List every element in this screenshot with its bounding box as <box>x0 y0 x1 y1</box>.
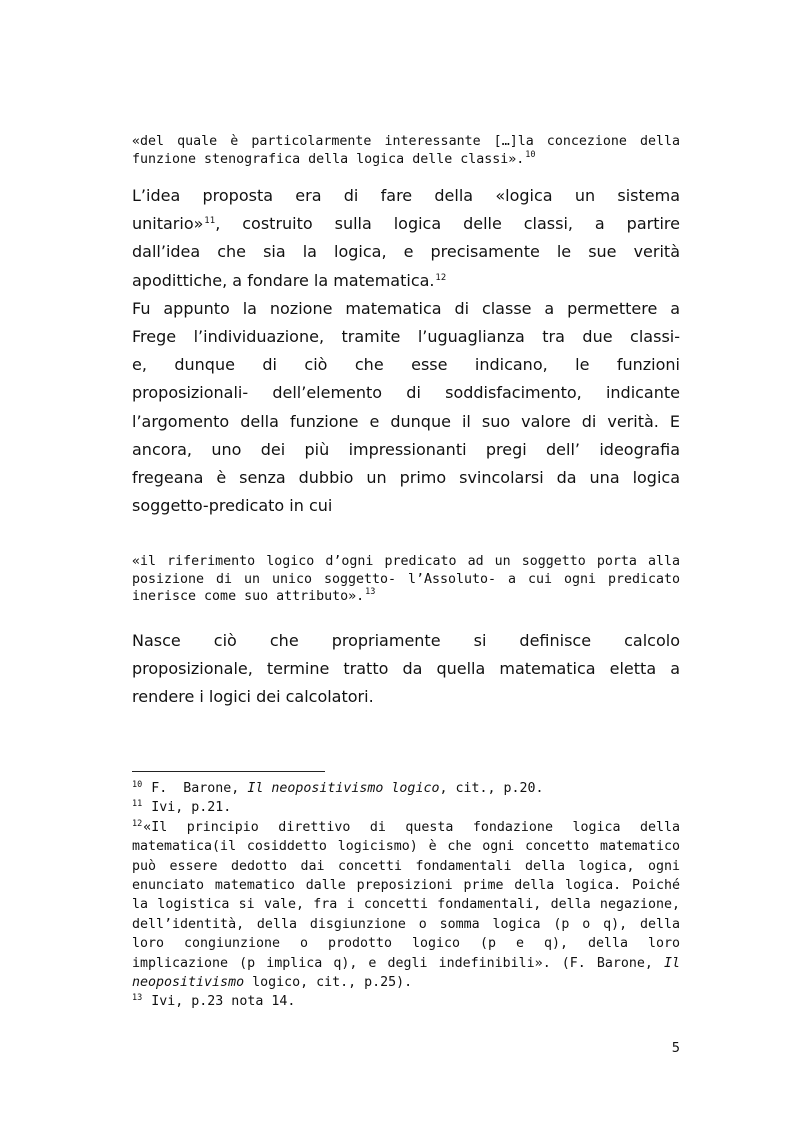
footnote-separator <box>132 771 325 772</box>
book-title: Il neopositivismo logico <box>247 781 440 796</box>
block-quote-2 <box>132 553 680 606</box>
footnote-ref-13[interactable]: 13 <box>365 587 376 597</box>
footnote-number: 13 <box>132 993 143 1004</box>
footnotes <box>132 779 680 1012</box>
paragraph-line: Nasce ciò che propriamente si definisce calcolo <box>132 631 680 650</box>
footnote-11 <box>132 798 680 817</box>
paragraph-line: fregeana è senza dubbio un primo svincolarsi da una logica <box>132 468 680 488</box>
footnote-line: la logistica si vale, fra i concetti fondamentali, della negazione, <box>132 897 680 913</box>
quote-line: «del quale è particolarmente interessante […]la concezione della <box>132 134 680 149</box>
footnote-number: 10 <box>132 780 143 790</box>
paragraph-line: soggetto-predicato in cui <box>132 496 333 516</box>
footnote-text: «Il principio direttivo di questa fondazione logica della <box>143 819 680 835</box>
paragraph-line: Fu appunto la nozione matematica di classe a permettere a <box>132 298 680 318</box>
footnote-ref-12[interactable]: 12 <box>435 272 447 283</box>
page-number: 5 <box>671 1041 680 1056</box>
paragraph-1 <box>132 182 680 520</box>
footnote-10 <box>132 779 680 798</box>
footnote-ref-10[interactable]: 10 <box>525 149 536 160</box>
footnote-ref-11[interactable]: 11 <box>204 216 216 227</box>
text-fragment: apodittiche, a fondare la matematica. <box>132 270 435 290</box>
paragraph-line: Frege l’individuazione, tramite l’uguaglianza tra due classi- <box>132 327 680 347</box>
quote-line: posizione di un unico soggetto- l’Assoluto- a cui ogni predicato <box>132 571 680 587</box>
quote-line <box>132 588 680 606</box>
footnote-text: Ivi, p.23 nota 14. <box>143 994 296 1010</box>
quote-text: inerisce come suo attributo». <box>132 589 365 604</box>
footnote-text: Ivi, p.21. <box>143 800 232 816</box>
paragraph-line: proposizionali- dell’elemento di soddisfacimento, indicante <box>132 383 680 403</box>
quote-line <box>132 151 680 169</box>
paragraph-line: L’idea proposta era di fare della «logica un sistema <box>132 186 680 205</box>
footnote-13 <box>132 992 680 1011</box>
footnote-line: dell’identità, della disgiunzione o somma logica (p o q), della <box>132 916 680 932</box>
footnote-line: enunciato matematico dalle preposizioni prime della logica. Poiché <box>132 878 680 894</box>
footnote-line <box>132 973 680 992</box>
footnote-text: implicazione (p implica q), e degli indefinibili». (F. Barone, <box>132 955 664 971</box>
block-quote-1 <box>132 133 680 168</box>
paragraph-line <box>132 267 680 295</box>
paragraph-line: proposizionale, termine tratto da quella matematica eletta a <box>132 659 680 679</box>
quote-text: funzione stenografica della logica delle classi». <box>132 151 525 167</box>
paragraph-line: rendere i logici dei calcolatori. <box>132 687 374 707</box>
footnote-number: 12 <box>132 818 143 829</box>
footnote-12 <box>132 818 680 837</box>
book-title: Il <box>663 955 680 971</box>
paragraph-line <box>132 210 680 238</box>
text-fragment: unitario» <box>132 214 204 234</box>
footnote-line <box>132 954 680 973</box>
quote-line: «il riferimento logico d’ogni predicato ad un soggetto porta alla <box>132 554 680 569</box>
paragraph-line: ancora, uno dei più impressionanti pregi dell’ ideografia <box>132 439 680 459</box>
footnote-text: , cit., p.20. <box>439 781 544 796</box>
footnote-line: matematica(il cosiddetto logicismo) è che ogni concetto matematico <box>132 839 680 855</box>
book-title: neopositivismo <box>132 975 245 991</box>
paragraph-line: e, dunque di ciò che esse indicano, le funzioni <box>132 355 680 375</box>
footnote-line: può essere dedotto dai concetti fondamentali della logica, ogni <box>132 858 680 874</box>
paragraph-line: l’argomento della funzione e dunque il suo valore di verità. E <box>132 411 680 431</box>
paragraph-line: dall’idea che sia la logica, e precisamente le sue verità <box>132 242 680 262</box>
text-fragment: , costruito sulla logica delle classi, a partire <box>215 214 680 234</box>
footnote-text: logico, cit., p.25). <box>244 975 413 991</box>
footnote-text: F. Barone, <box>143 781 248 796</box>
paragraph-2 <box>132 627 680 712</box>
footnote-number: 11 <box>132 799 143 810</box>
footnote-line: loro congiunzione o prodotto logico (p e q), della loro <box>132 936 680 952</box>
